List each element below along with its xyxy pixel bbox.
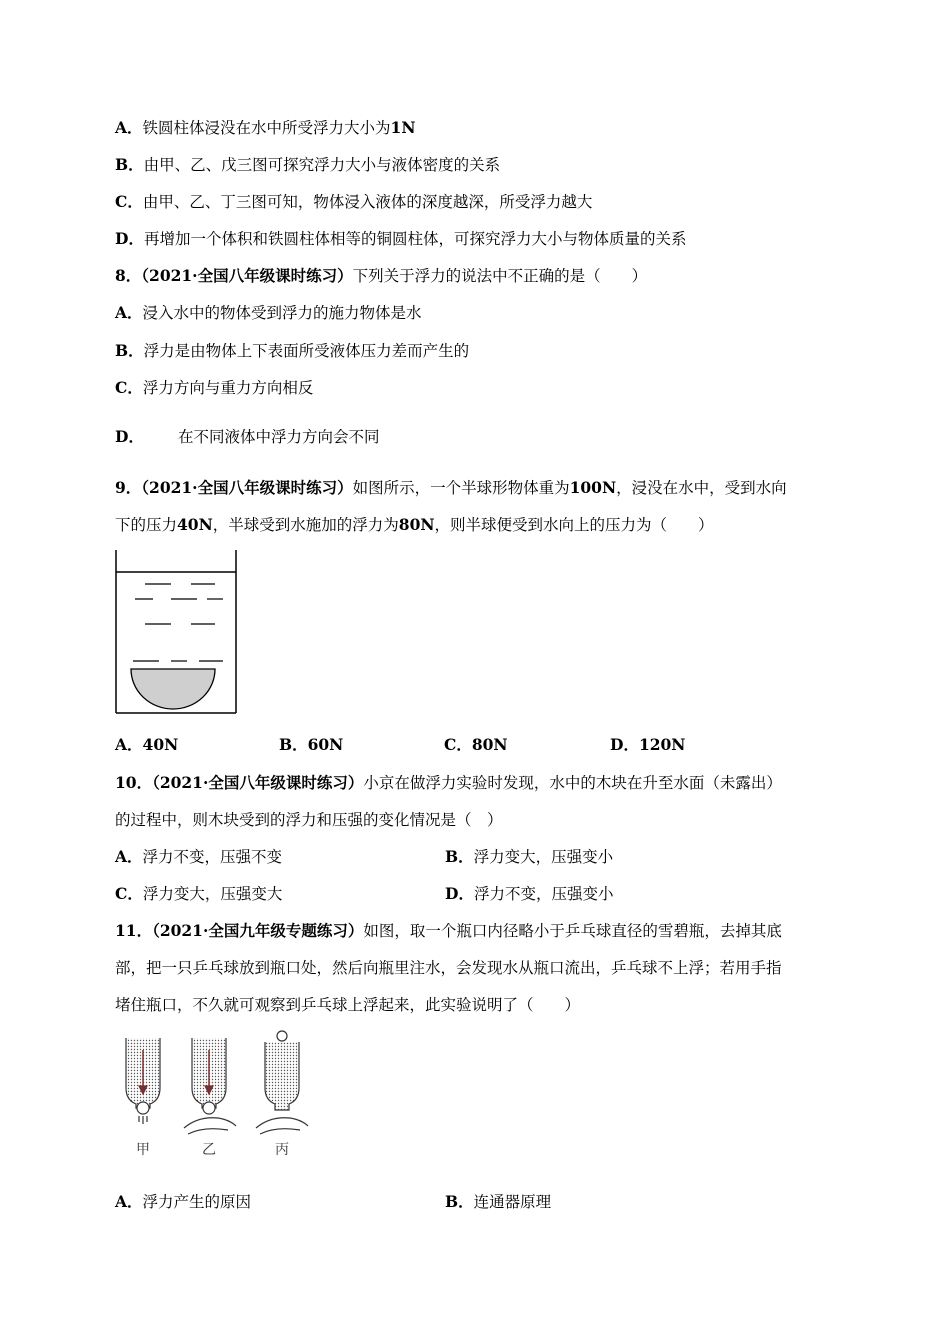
q8-option-d[interactable]: D． 在不同液体中浮力方向会不同 (115, 427, 380, 446)
q10-option-d[interactable]: D．浮力不变，压强变小 (445, 884, 614, 903)
bottle-jia (126, 1038, 160, 1124)
fig-label-bing: 丙 (275, 1142, 289, 1158)
q10-stem-line1: 10．（2021·全国八年级课时练习）小京在做浮力实验时发现，水中的木块在升至水面（未露出） (115, 773, 782, 792)
q7-option-a[interactable]: A．铁圆柱体浸没在水中所受浮力大小为1N (115, 118, 416, 137)
bottle-yi (184, 1038, 236, 1134)
q9-figure-hemisphere-in-water (113, 548, 239, 716)
q9-option-b[interactable]: B．60N (279, 735, 344, 754)
q8-stem: 8．（2021·全国八年级课时练习）下列关于浮力的说法中不正确的是（ ） (115, 266, 648, 285)
q9-option-a[interactable]: A．40N (115, 735, 179, 754)
q9-stem-line2: 下的压力40N，半球受到水施加的浮力为80N，则半球便受到水向上的压力为（ ） (115, 515, 714, 534)
q9-option-c[interactable]: C．80N (444, 735, 508, 754)
q7-option-b[interactable]: B．由甲、乙、戊三图可探究浮力大小与液体密度的关系 (115, 155, 501, 174)
fig-label-yi: 乙 (202, 1142, 216, 1158)
q11-option-b[interactable]: B．连通器原理 (445, 1192, 552, 1211)
q10-option-a[interactable]: A．浮力不变，压强不变 (115, 847, 283, 866)
q9-stem-line1: 9．（2021·全国八年级课时练习）如图所示，一个半球形物体重为100N，浸没在水中，受到水向 (115, 478, 787, 497)
q11-stem-line3: 堵住瓶口，不久就可观察到乒乓球上浮起来，此实验说明了（ ） (115, 996, 581, 1014)
q8-option-c[interactable]: C．浮力方向与重力方向相反 (115, 378, 314, 397)
q10-option-b[interactable]: B．浮力变大，压强变小 (445, 847, 614, 866)
fig-label-jia: 甲 (136, 1142, 150, 1158)
q11-stem-line1: 11．（2021·全国九年级专题练习）如图，取一个瓶口内径略小于乒乓球直径的雪碧瓶，去掉其底 (115, 921, 782, 940)
q7-option-d[interactable]: D．再增加一个体积和铁圆柱体相等的铜圆柱体，可探究浮力大小与物体质量的关系 (115, 229, 687, 248)
q11-stem-line2: 部，把一只乒乓球放到瓶口处，然后向瓶里注水，会发现水从瓶口流出，乒乓球不上浮；若用手指 (115, 959, 782, 977)
q8-option-a[interactable]: A．浸入水中的物体受到浮力的施力物体是水 (115, 303, 422, 322)
q11-option-a[interactable]: A．浮力产生的原因 (115, 1192, 252, 1211)
bottle-bing (256, 1031, 308, 1134)
q9-option-d[interactable]: D．120N (610, 735, 686, 754)
q11-figure-bottles (118, 1030, 318, 1160)
q8-option-b[interactable]: B．浮力是由物体上下表面所受液体压力差而产生的 (115, 341, 470, 360)
q7-option-c[interactable]: C．由甲、乙、丁三图可知，物体浸入液体的深度越深，所受浮力越大 (115, 192, 593, 211)
q10-stem-line2: 的过程中，则木块受到的浮力和压强的变化情况是（ ） (115, 811, 503, 829)
q10-option-c[interactable]: C．浮力变大，压强变大 (115, 884, 283, 903)
